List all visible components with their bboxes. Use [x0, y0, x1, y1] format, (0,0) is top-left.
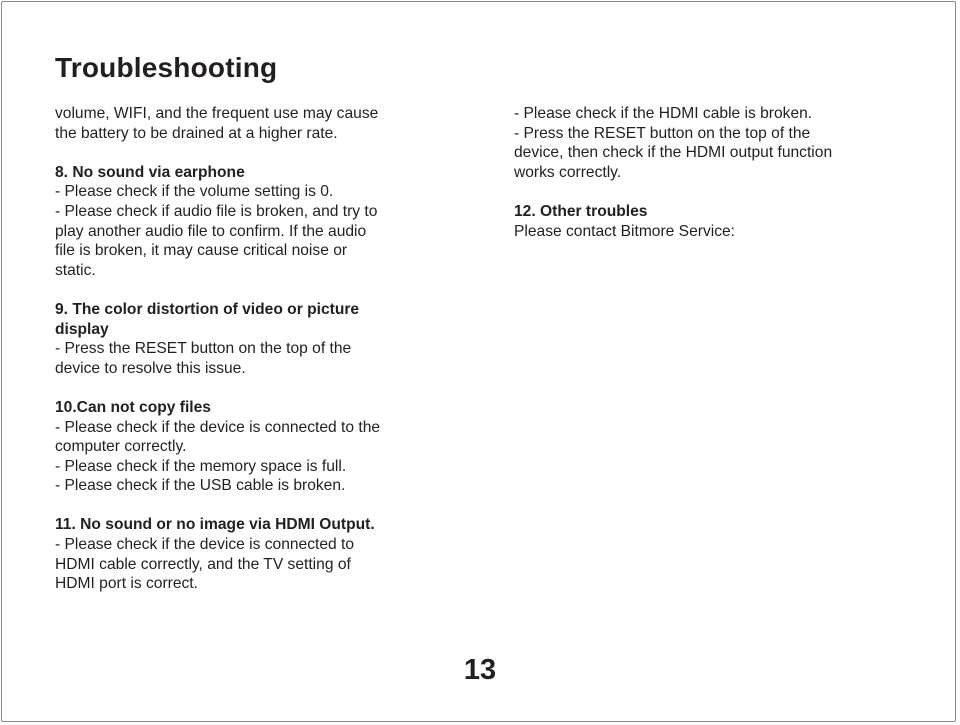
- section-10-line: - Please check if the memory space is full.: [55, 457, 347, 475]
- section-11-line: HDMI cable correctly, and the TV setting of: [55, 555, 351, 573]
- continuation-line: works correctly.: [514, 163, 622, 181]
- section-9-line: - Press the RESET button on the top of the: [55, 340, 352, 358]
- section-10: [55, 398, 455, 496]
- continuation-line: device, then check if the HDMI output function: [514, 144, 833, 162]
- right-column: [514, 104, 904, 241]
- section-10-line: - Please check if the USB cable is broken.: [55, 477, 346, 495]
- section-12-heading: 12. Other troubles: [514, 202, 648, 220]
- section-11-line: HDMI port is correct.: [55, 575, 198, 593]
- intro-paragraph: [55, 104, 455, 143]
- section-8-line: - Please check if the volume setting is 0.: [55, 183, 334, 201]
- section-11: [55, 515, 455, 593]
- section-8-line: play another audio file to confirm. If the audio: [55, 222, 367, 240]
- intro-line: volume, WIFI, and the frequent use may cause: [55, 105, 379, 122]
- left-column: [55, 104, 455, 594]
- section-9: [55, 300, 455, 378]
- section-11-continuation: [514, 104, 904, 182]
- continuation-line: - Please check if the HDMI cable is broken.: [514, 105, 813, 122]
- continuation-line: - Press the RESET button on the top of the: [514, 124, 811, 142]
- section-8-line: - Please check if audio file is broken, and try to: [55, 202, 378, 220]
- section-8-line: static.: [55, 261, 96, 279]
- section-11-heading: 11. No sound or no image via HDMI Output.: [55, 516, 375, 534]
- section-8-line: file is broken, it may cause critical noise or: [55, 242, 348, 260]
- section-9-line: device to resolve this issue.: [55, 359, 246, 377]
- page-title: Troubleshooting: [55, 52, 278, 83]
- section-12-line: Please contact Bitmore Service:: [514, 222, 736, 240]
- section-9-heading: 9. The color distortion of video or picture: [55, 300, 360, 318]
- section-12: [514, 202, 904, 241]
- section-11-line: - Please check if the device is connected to: [55, 536, 355, 554]
- section-9-heading: display: [55, 320, 109, 338]
- page-number: 13: [463, 654, 497, 686]
- section-10-line: - Please check if the device is connected to the: [55, 418, 381, 436]
- section-10-line: computer correctly.: [55, 438, 187, 456]
- section-8: [55, 163, 455, 281]
- section-8-heading: 8. No sound via earphone: [55, 163, 245, 181]
- intro-line: the battery to be drained at a higher rate.: [55, 124, 338, 142]
- section-10-heading: 10.Can not copy files: [55, 398, 211, 416]
